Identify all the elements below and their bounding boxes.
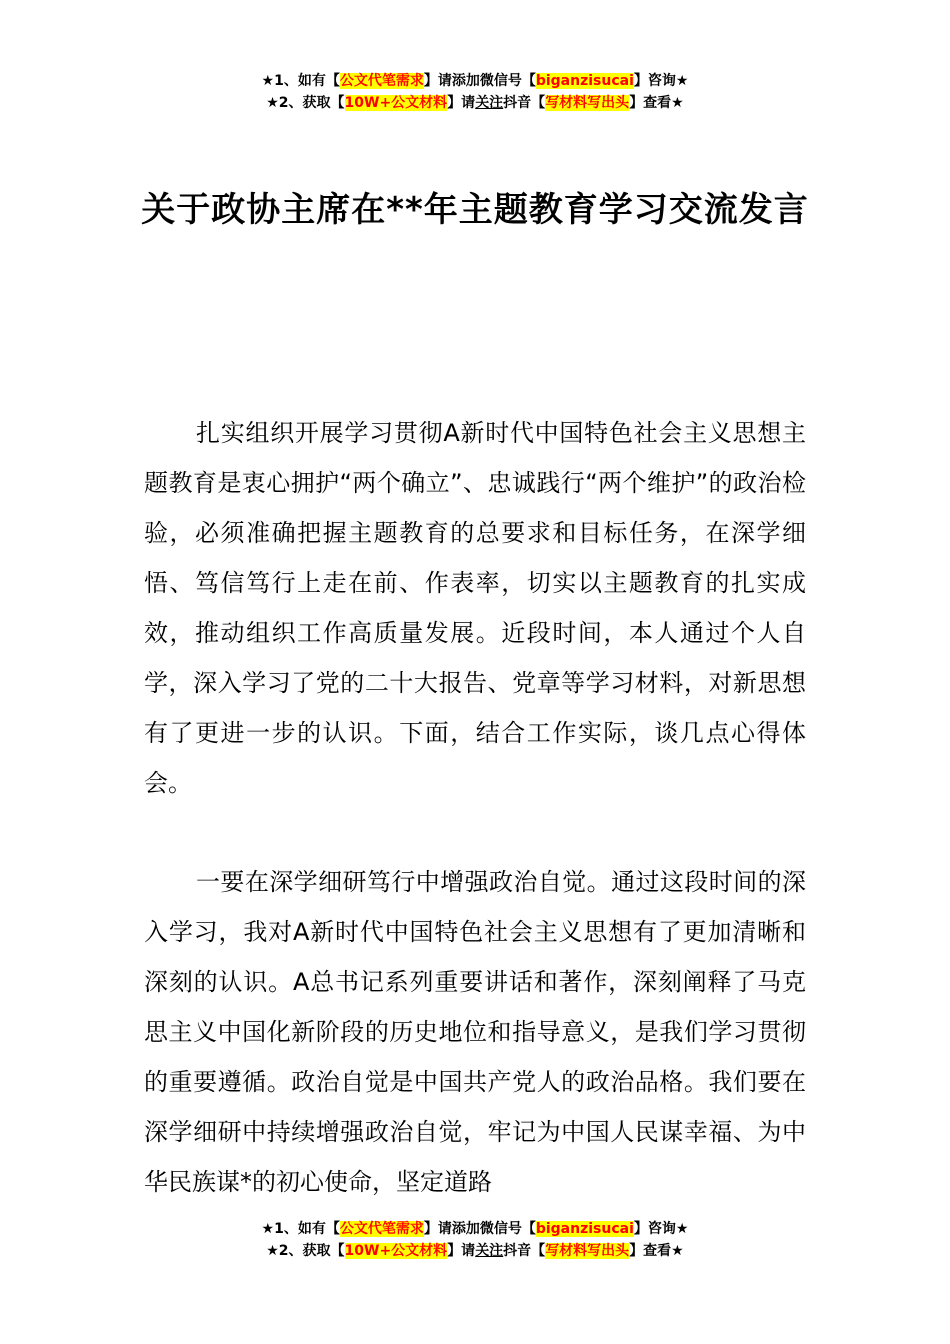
body-paragraph: 一要在深学细研笃行中增强政治自觉。通过这段时间的深入学习，我对A新时代中国特色社会主义思想有了更加清晰和深刻的认识。A总书记系列重要讲话和著作，深刻阐释了马克思主义中国化新阶段的历史地位和指导意义，是我们学习贯彻的重要遵循。政治自觉是中国共产党人的政治品格。我们要在深学细研中持续增强政治自觉，牢记为中国人民谋幸福、为中华民族谋*的初心使命，坚定道路 (144, 868, 806, 1196)
banner-text: 】请添加微信号【 (423, 1221, 536, 1237)
bottom-banner (0, 1218, 950, 1262)
banner-highlight: biganzisucai (535, 1221, 634, 1237)
banner-highlight: 公文代笔需求 (339, 1221, 424, 1237)
body-paragraph: 扎实组织开展学习贯彻A新时代中国特色社会主义思想主题教育是衷心拥护“两个确立”、忠诚践行“两个维护”的政治检验，必须准确把握主题教育的总要求和目标任务，在深学细悟、笃信笃行上走在前、作表率，切实以主题教育的扎实成效，推动组织工作高质量发展。近段时间，本人通过个人自学，深入学习了党的二十大报告、党章等学习材料，对新思想有了更进一步的认识。下面，结合工作实际，谈几点心得体会。 (144, 419, 806, 797)
banner-highlight: 10W+公文材料 (344, 95, 448, 111)
banner-underlined: 关注 (475, 1243, 504, 1259)
banner-text: 】请 (447, 95, 476, 111)
banner-text: 】查看★ (629, 1243, 684, 1259)
banner-line-1 (0, 1218, 950, 1240)
banner-line-2 (0, 1240, 950, 1262)
banner-highlight: 10W+公文材料 (344, 1243, 448, 1259)
banner-text: 】咨询★ (633, 73, 689, 89)
banner-highlight: 公文代笔需求 (339, 73, 424, 89)
banner-text: 抖音【 (503, 95, 546, 111)
banner-line-2 (0, 92, 950, 114)
banner-text: 】咨询★ (633, 1221, 689, 1237)
banner-highlight: 写材料写出头 (545, 95, 630, 111)
banner-text: 】请 (447, 1243, 476, 1259)
banner-text: 】查看★ (629, 95, 684, 111)
banner-highlight: 写材料写出头 (545, 1243, 630, 1259)
document-title: 关于政协主席在**年主题教育学习交流发言 (141, 190, 809, 230)
top-banner (0, 70, 950, 114)
banner-text: 】请添加微信号【 (423, 73, 536, 89)
banner-text: ★1、如有【 (261, 73, 340, 89)
banner-text: ★1、如有【 (261, 1221, 340, 1237)
banner-underlined: 关注 (475, 95, 504, 111)
banner-highlight: biganzisucai (535, 73, 634, 89)
banner-text: ★2、获取【 (266, 1243, 345, 1259)
banner-text: 抖音【 (503, 1243, 546, 1259)
banner-line-1 (0, 70, 950, 92)
banner-text: ★2、获取【 (266, 95, 345, 111)
